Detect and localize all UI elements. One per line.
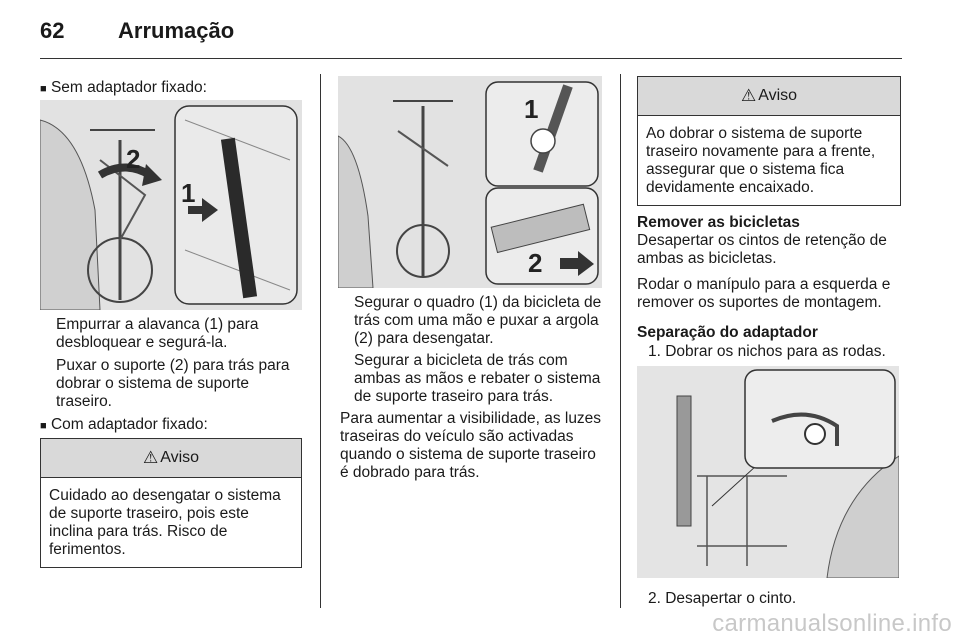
step-push-lever: Empurrar a alavanca (1) para desbloquear e segurá-la.: [56, 316, 259, 351]
figure-frame-release: [338, 76, 602, 288]
paragraph-visibility: Para aumentar a visibilidade, as luzes traseiras do veículo são activadas quando o sistema de suporte traseiro é dobrado para trás.: [340, 410, 602, 481]
watermark: carmanualsonline.info: [712, 610, 952, 637]
warning-header: [41, 439, 301, 478]
warning-triangle-icon: ⚠: [740, 86, 757, 105]
warning-text: Cuidado ao desengatar o sistema de suporte traseiro, pois este inclina para trás. Risco de ferimentos.: [49, 487, 281, 558]
heading-remove-bicycles: Remover as bicicletas: [637, 214, 800, 231]
step-fold-wheel-niches: 1. Dobrar os nichos para as rodas.: [648, 343, 886, 360]
warning-triangle-icon: ⚠: [142, 448, 159, 467]
heading-adapter-separation: Separação do adaptador: [637, 324, 818, 341]
paragraph-release-straps: Desapertar os cintos de retenção de ambas as bicicletas.: [637, 232, 887, 267]
figure-adapter-separation: [637, 366, 899, 578]
column-divider-2: [620, 74, 621, 608]
figure-label-2: 2: [126, 144, 141, 174]
figure-label-1: 1: [524, 94, 539, 124]
figure-adapter-separation-drawing: [637, 366, 899, 578]
bullet-label: Com adaptador fixado:: [50, 416, 208, 433]
warning-box-fold-forward: [637, 76, 901, 206]
bullet-square-icon: ■: [40, 83, 47, 95]
warning-text: Ao dobrar o sistema de suporte traseiro novamente para a frente, assegurar que o sistema fica devidamente encaixado.: [646, 125, 876, 196]
step-release-strap: 2. Desapertar o cinto.: [648, 590, 797, 607]
bullet-with-adapter: [40, 416, 310, 435]
figure-label-2: 2: [528, 248, 543, 278]
bullet-label: Sem adaptador fixado:: [50, 79, 207, 96]
step-hold-frame: Segurar o quadro (1) da bicicleta de trás com uma mão e puxar a argola (2) para desengatar.: [354, 294, 602, 347]
paragraph-turn-handle: Rodar o manípulo para a esquerda e remover os suportes de montagem.: [637, 276, 891, 311]
warning-header: [638, 77, 900, 116]
header-divider: [40, 58, 902, 59]
figure-lever-release-drawing: [40, 100, 302, 310]
column-divider-1: [320, 74, 321, 608]
page-number: 62: [40, 18, 65, 43]
step-fold-back: Segurar a bicicleta de trás com ambas as mãos e rebater o sistema de suporte traseiro para trás.: [354, 352, 601, 405]
bullet-square-icon: ■: [40, 420, 47, 432]
figure-frame-release-drawing: [338, 76, 602, 288]
figure-lever-release: [40, 100, 302, 310]
warning-title: Aviso: [160, 449, 200, 466]
step-pull-support: Puxar o suporte (2) para trás para dobrar o sistema de suporte traseiro.: [56, 357, 290, 410]
figure-label-1: 1: [181, 178, 196, 208]
page-title: Arrumação: [118, 18, 235, 43]
warning-title: Aviso: [758, 87, 798, 104]
warning-box-caution: [40, 438, 302, 568]
bullet-without-adapter: [40, 79, 310, 98]
